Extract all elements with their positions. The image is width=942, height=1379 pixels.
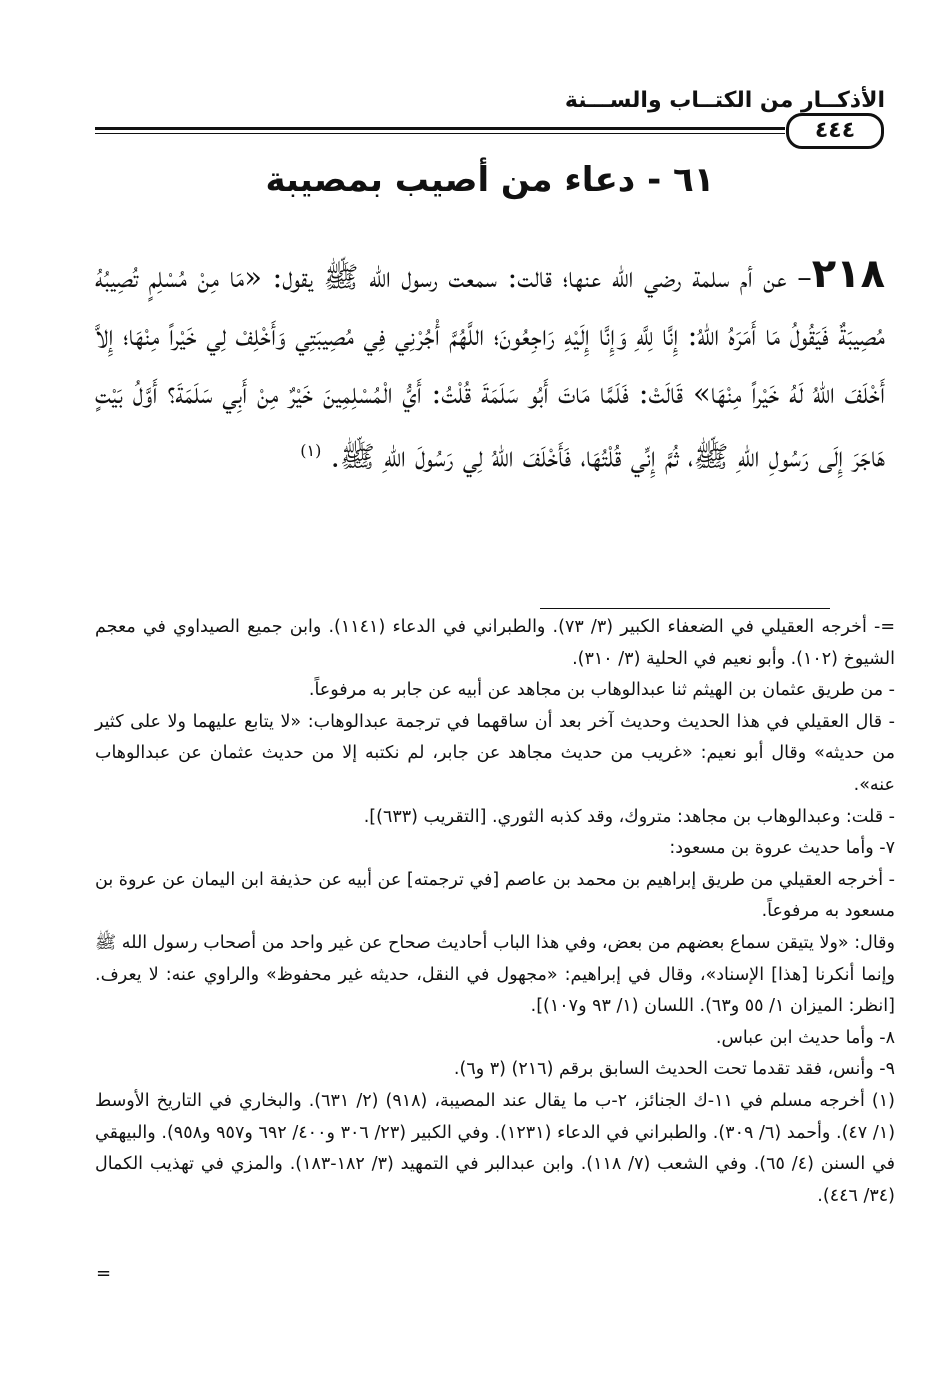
footnote-line: - من طريق عثمان بن الهيثم ثنا عبدالوهاب بن مجاهد عن أبيه عن جابر به مرفوعاً. <box>308 680 895 701</box>
header-rule <box>95 127 785 134</box>
footnote-line: - أخرجه العقيلي من طريق إبراهيم بن محمد بن عاصم [في ترجمته] عن أبيه عن حذيفة ابن اليمان عن عروة بن مسعود به مرفوعاً. <box>95 869 895 922</box>
page-number-badge: ٤٤٤ <box>786 113 884 149</box>
footnote-line: =- أخرجه العقيلي في الضعفاء الكبير (٣/ ٧٣). والطبراني في الدعاء (١١٤١). وابن جميع الصيداوي في معجم الشيوخ (١٠٢). وأبو نعيم في الحلية (٣/ ٣١٠). <box>95 617 896 669</box>
hadith-number: ٢١٨ <box>811 251 885 297</box>
footnote-line: - قال العقيلي في هذا الحديث وحديث آخر بعد أن ساقهما في ترجمة عبدالوهاب: «لا يتابع عليهما ولا على كثير من حديثه» وقال أبو نعيم: «غريب من حديث مجاهد عن جابر، لم نكتبه إلا من حديث عثمان عن عبدالوهاب عنه». <box>95 711 895 795</box>
footnote-line: ٧- وأما حديث عروة بن مسعود: <box>669 838 895 859</box>
continuation-mark: = <box>96 1263 112 1284</box>
footnote-reference: (١) <box>300 441 322 460</box>
footnote-line: (١) أخرجه مسلم في ١١-ك الجنائز، ٢-ب ما يقال عند المصيبة، (٩١٨) (٢/ ٦٣١). والبخاري في التاريخ الأوسط (١/ ٤٧). وأحمد (٦/ ٣٠٩). والطبراني في الدعاء (١٢٣١). وفي الكبير (٢٣/ ٣٠٦ و٤٠٠/ ٦٩٢ و٩٥٧ و٩٥٨). والبيهقي في السنن (٤/ ٦٥). وفي الشعب (٧/ ١١٨). وابن عبدالبر في التمهيد (٣/ ١٨٢-١٨٣). والمزي في تهذيب الكمال (٣٤/ ٤٤٦). <box>95 1090 896 1206</box>
chapter-title: ٦١ - دعاء من أصيب بمصيبة <box>265 160 715 200</box>
footnote-separator <box>540 608 830 609</box>
hadith-block <box>95 245 885 486</box>
footnote-line: ٩- وأنس، فقد تقدما تحت الحديث السابق برقم (٢١٦) (٣ و٦). <box>453 1059 895 1080</box>
footnote-line: - قلت: وعبدالوهاب بن مجاهد: متروك، وقد كذبه الثوري. [التقريب (٦٣٣)]. <box>363 806 895 827</box>
footnotes-block <box>95 612 895 1212</box>
running-title: الأذكــار من الكتــاب والســـنة <box>564 88 885 113</box>
hadith-text: – عن أم سلمة رضي الله عنها؛ قالت: سمعت رسول الله ﷺ يقول: «مَا مِنْ مُسْلِمٍ تُصِيبُهُ مُصِيبَةٌ فَيَقُولُ مَا أَمَرَهُ اللهُ: إِنَّا لِلَّهِ وَإِنَّا إِلَيْهِ رَاجِعُونَ؛ اللَّهُمَّ أْجُرْنِي فِي مُصِيبَتِي وَأَخْلِفْ لِي خَيْراً مِنْهَا؛ إِلاَّ أَخْلَفَ اللهُ لَهُ خَيْراً مِنْهَا» قَالَتْ: فَلَمَّا مَاتَ أَبُو سَلَمَةَ قُلْتُ: أَيُّ الْمُسْلِمِينَ خَيْرٌ مِنْ أَبِي سَلَمَةَ؟ أَوَّلُ بَيْتٍ هَاجَرَ إِلَى رَسُولِ اللهِ ﷺ، ثُمَّ إِنِّي قُلْتُهَا، فَأَخْلَفَ اللهُ لِي رَسُولَ اللهِ ﷺ. <box>95 260 886 474</box>
footnote-line: ٨- وأما حديث ابن عباس. <box>715 1027 895 1048</box>
footnote-line: وقال: «ولا يتيقن سماع بعضهم من بعض، وفي هذا الباب أحاديث صحاح عن غير واحد من أصحاب رسول الله ﷺ وإنما أنكرنا [هذا] الإسناد»، وقال في إبراهيم: «مجهول في النقل، حديثه غير محفوظ» والراوي عنه: لا يعرف. [انظر: الميزان ١/ ٥٥ و٦٣). اللسان (١/ ٩٣ و١٠٧)]. <box>95 932 895 1017</box>
hadith-paragraph <box>95 245 885 486</box>
